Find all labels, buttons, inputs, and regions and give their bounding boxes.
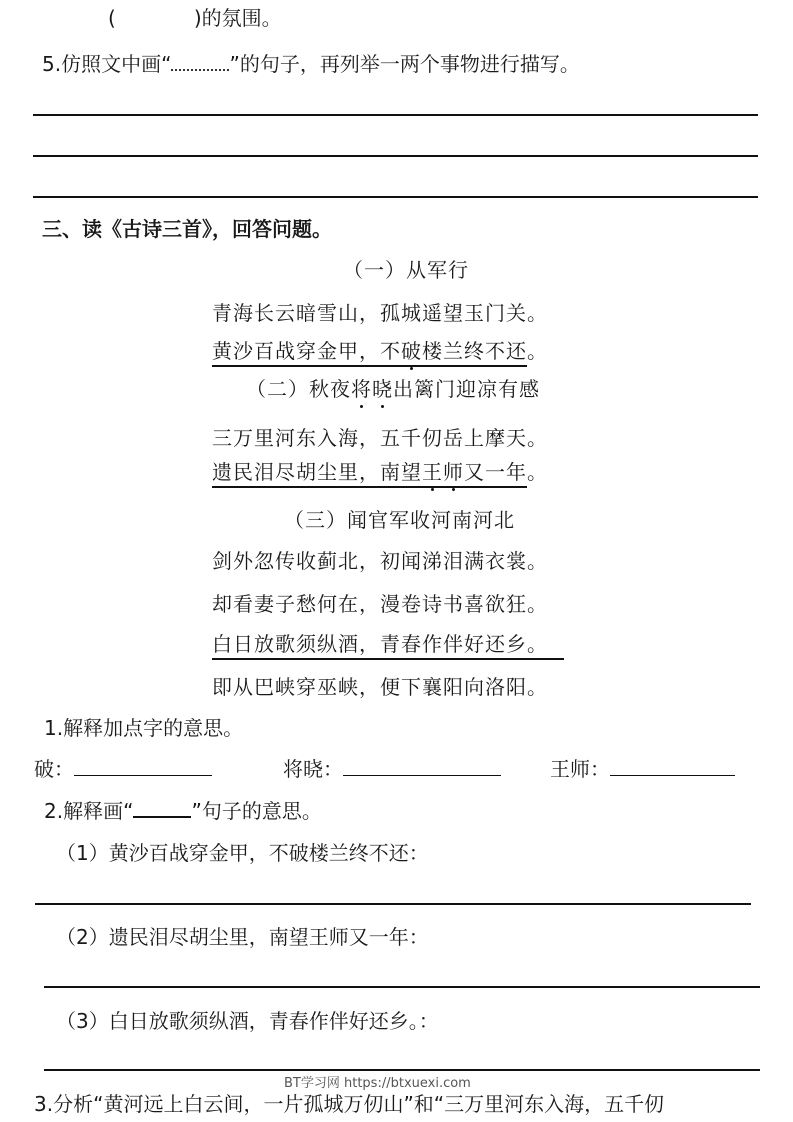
q2-answer-line-2[interactable] — [44, 986, 760, 988]
poem-2-line-1: 三万里河东入海，五千仞岳上摩天。 — [212, 426, 548, 450]
q2-suffix: ”句子的意思。 — [191, 799, 322, 823]
title-part: 出篱门迎凉有感 — [393, 377, 540, 401]
answer-blank-po[interactable] — [74, 757, 212, 776]
question-3: 3.分析“黄河远上白云间，一片孤城万仞山”和“三万里河东入海，五千仞 — [34, 1092, 665, 1116]
poem-3-line-2: 却看妻子愁何在，漫卷诗书喜欲狂。 — [212, 592, 548, 616]
q2-answer-line-1[interactable] — [35, 903, 751, 905]
watermark: BT学习网 https://btxuexi.com — [284, 1076, 471, 1091]
dotted-char-wang: 王 — [422, 460, 443, 484]
q2-item-3: （3）白日放歌须纵酒，青春作伴好还乡。： — [56, 1009, 439, 1033]
dotted-char-po: 破 — [401, 339, 422, 363]
dotted-char-shi: 师 — [443, 460, 464, 484]
q1-item-wangshi — [550, 757, 735, 781]
poem-3-line-1: 剑外忽传收蓟北，初闻涕泪满衣裳。 — [212, 549, 548, 573]
wavy-underline-sample — [171, 51, 229, 71]
answer-blank-wangshi[interactable] — [610, 757, 735, 776]
q5-prefix: 5.仿照文中画“ — [42, 52, 172, 76]
poem-1-line-2 — [212, 339, 548, 363]
q2-answer-line-3[interactable] — [44, 1069, 760, 1071]
q4-suffix: )的氛围。 — [193, 6, 282, 30]
poem-3-title: （三）闻官军收河南河北 — [284, 508, 515, 532]
open-paren: ( — [108, 6, 116, 30]
q1-item-jiangxiao — [283, 757, 501, 781]
q4-tail — [108, 6, 282, 30]
title-part: （二）秋夜 — [246, 377, 351, 401]
question-1-title: 1.解释加点字的意思。 — [44, 716, 244, 740]
item-label: 破： — [34, 757, 74, 781]
answer-line-3[interactable] — [33, 196, 758, 198]
item-label: 王师： — [550, 757, 610, 781]
item-label: 将晓： — [283, 757, 343, 781]
line-end: 。 — [527, 339, 548, 363]
poem-1-title: （一）从军行 — [343, 258, 469, 282]
q2-item-1: （1）黄沙百战穿金甲，不破楼兰终不还： — [56, 841, 429, 865]
dotted-char-jiang: 将 — [351, 377, 372, 401]
q1-item-po — [34, 757, 212, 781]
poem-3-line-4: 即从巴峡穿巫峡，便下襄阳向洛阳。 — [212, 675, 548, 699]
answer-line-2[interactable] — [33, 155, 758, 157]
answer-blank-jiangxiao[interactable] — [343, 757, 501, 776]
poem-3-line-3 — [212, 632, 564, 656]
poem-2-line-2 — [212, 460, 548, 484]
q5-suffix: ”的句子，再列举一两个事物进行描写。 — [229, 52, 580, 76]
underlined-sentence — [212, 460, 527, 488]
line-end: 。 — [527, 460, 548, 484]
question-5 — [42, 51, 580, 76]
poem-1-line-1: 青海长云暗雪山，孤城遥望玉门关。 — [212, 301, 548, 325]
poem-2-title — [246, 377, 540, 401]
section-title: 三、读《古诗三首》，回答问题。 — [42, 217, 332, 241]
answer-line-1[interactable] — [33, 114, 758, 116]
line-part: 遗民泪尽胡尘里，南望 — [212, 460, 422, 484]
underline-sample — [133, 798, 191, 818]
q2-prefix: 2.解释画“ — [44, 799, 134, 823]
line-part: 楼兰终不还 — [422, 339, 527, 363]
line-part: 又一年 — [464, 460, 527, 484]
question-2-title — [44, 798, 322, 823]
q2-item-2: （2）遗民泪尽胡尘里，南望王师又一年： — [56, 925, 429, 949]
line-part: 黄沙百战穿金甲，不 — [212, 339, 401, 363]
underlined-sentence — [212, 339, 527, 367]
underlined-sentence: 白日放歌须纵酒，青春作伴好还乡。 — [212, 632, 564, 660]
dotted-char-xiao: 晓 — [372, 377, 393, 401]
